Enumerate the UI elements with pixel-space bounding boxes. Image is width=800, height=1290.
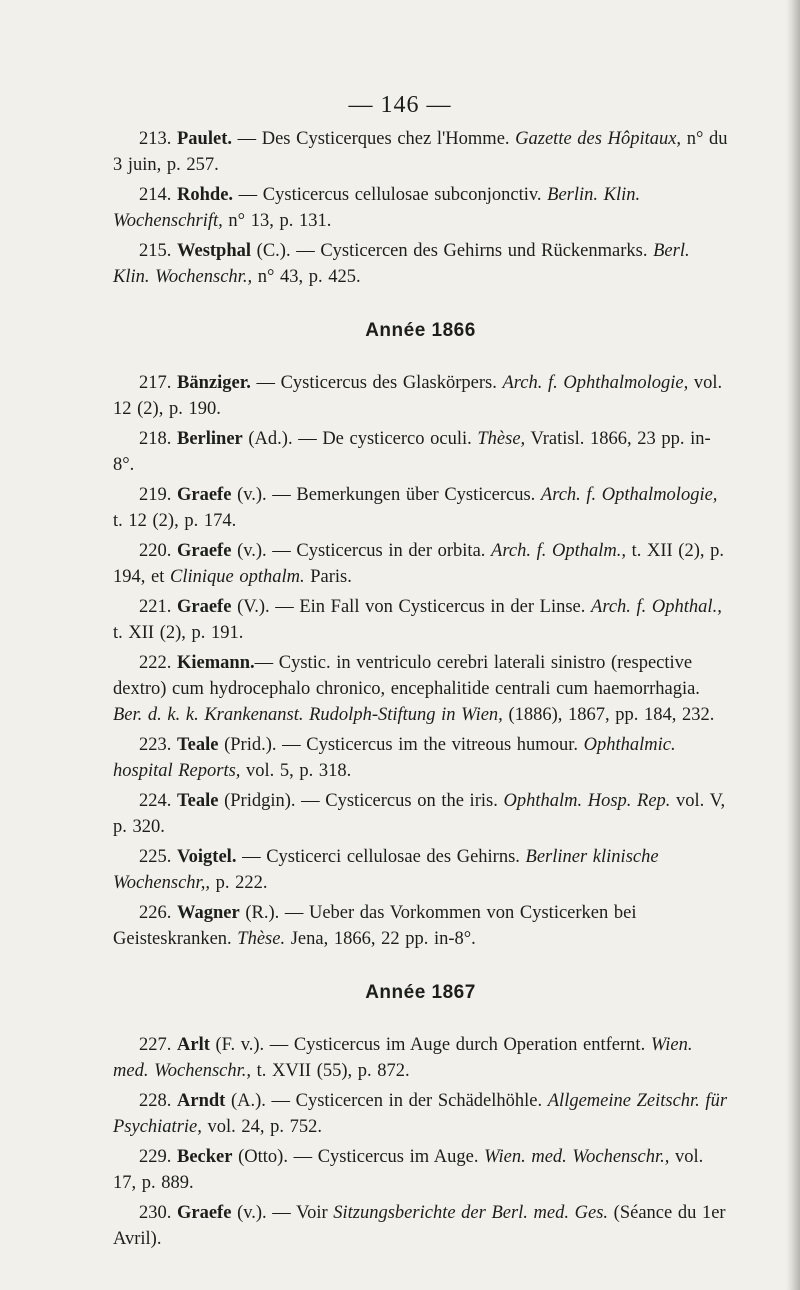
entry-journal: Ber. d. k. k. Krankenanst. Rudolph-Stiftung in Wien, <box>113 705 503 725</box>
entry-title: (C.). — Cysticercen des Gehirns und Rückenmarks. <box>251 241 654 261</box>
entry-number: 213. <box>139 129 172 149</box>
entry-title: (Pridgin). — Cysticercus on the iris. <box>218 791 504 811</box>
entry-title: (Otto). — Cysticercus im Auge. <box>232 1147 485 1167</box>
entry-number: 214. <box>139 185 172 205</box>
bibliography-entry <box>113 650 728 728</box>
entry-title: (A.). — Cysticercen in der Schädelhöhle. <box>225 1091 548 1111</box>
entry-number: 217. <box>139 373 172 393</box>
bibliography-entry <box>113 426 728 478</box>
entry-number: 222. <box>139 653 172 673</box>
bibliography-entry <box>113 538 728 590</box>
entry-number: 227. <box>139 1035 172 1055</box>
bibliography-entry <box>113 482 728 534</box>
entry-number: 230. <box>139 1203 172 1223</box>
entry-journal: Berlin. Klin. Wochenschrift, <box>113 185 641 231</box>
page-number: — 146 — <box>348 92 452 118</box>
entry-details: t. 12 (2), p. 174. <box>113 511 237 531</box>
entry-details: p. 222. <box>209 873 268 893</box>
entry-author: Teale <box>177 791 219 811</box>
section-heading-1866: Année 1866 <box>365 320 476 341</box>
entry-details: vol. V, p. 320. <box>113 791 726 837</box>
bibliography-entry <box>113 126 728 178</box>
entry-number: 226. <box>139 903 172 923</box>
entry-details: n° du 3 juin, p. 257. <box>113 129 728 175</box>
entry-author: Kiemann. <box>177 653 255 673</box>
entry-details: (Séance du 1er Avril). <box>113 1203 726 1249</box>
entry-author: Arndt <box>177 1091 226 1111</box>
entry-title: — Cysticercus cellulosae subconjonctiv. <box>233 185 548 205</box>
entry-journal: Gazette des Hôpitaux, <box>515 129 682 149</box>
bibliography-entry <box>113 1144 728 1196</box>
entry-details: n° 13, p. 131. <box>222 211 332 231</box>
entries-1867 <box>113 1032 728 1252</box>
entry-author: Graefe <box>177 541 232 561</box>
entry-title: (R.). — Ueber das Vorkommen von Cysticerken bei Geisteskranken. <box>113 903 637 949</box>
entry-journal: Berliner klinische Wochenschr,, <box>113 847 659 893</box>
entry-details: Jena, 1866, 22 pp. in-8°. <box>285 929 476 949</box>
entry-title: — Cysticercus des Glaskörpers. <box>250 373 503 393</box>
bibliography-entry <box>113 1200 728 1252</box>
entry-number: 221. <box>139 597 172 617</box>
entry-journal: Arch. f. Ophthal., <box>591 597 722 617</box>
bibliography-entry <box>113 1088 728 1140</box>
entry-journal: Ophthalm. Hosp. Rep. <box>503 791 671 811</box>
entry-author: Rohde. <box>177 185 234 205</box>
section-heading-1867: Année 1867 <box>365 982 476 1003</box>
entry-details: Paris. <box>304 567 352 587</box>
entry-details: Vratisl. 1866, 23 pp. in-8°. <box>113 429 711 475</box>
entry-author: Berliner <box>177 429 243 449</box>
entry-title: (Prid.). — Cysticercus im the vitreous humour. <box>218 735 584 755</box>
entry-journal: Allgemeine Zeitschr. für Psychiatrie, <box>113 1091 728 1137</box>
entry-details: vol. 24, p. 752. <box>201 1117 323 1137</box>
entry-details: vol. 5, p. 318. <box>240 761 352 781</box>
entry-journal: Wien. med. Wochenschr., <box>484 1147 670 1167</box>
entry-author: Graefe <box>177 597 232 617</box>
entry-details: t. XII (2), p. 194, et <box>113 541 724 587</box>
entry-title: (Ad.). — De cysticerco oculi. <box>242 429 478 449</box>
bibliography-entry <box>113 1032 728 1084</box>
entry-journal: Arch. f. Opthalm., <box>491 541 626 561</box>
entry-author: Paulet. <box>177 129 232 149</box>
entry-details: vol. 17, p. 889. <box>113 1147 704 1193</box>
entry-number: 229. <box>139 1147 172 1167</box>
entry-details: (1886), 1867, pp. 184, 232. <box>502 705 715 725</box>
entry-journal: Berl. Klin. Wochenschr., <box>113 241 690 287</box>
entry-author: Voigtel. <box>177 847 237 867</box>
entry-author: Graefe <box>177 1203 232 1223</box>
entry-title: (v.). — Voir <box>231 1203 334 1223</box>
entry-author: Graefe <box>177 485 232 505</box>
bibliography-entry <box>113 182 728 234</box>
entry-title: (v.). — Bemerkungen über Cysticercus. <box>231 485 541 505</box>
bibliography-entry <box>113 594 728 646</box>
bibliography-entry <box>113 900 728 952</box>
entry-number: 218. <box>139 429 172 449</box>
entry-details: t. XII (2), p. 191. <box>113 623 244 643</box>
entry-title: (v.). — Cysticercus in der orbita. <box>231 541 492 561</box>
bibliography-entry <box>113 732 728 784</box>
entries-1865 <box>113 126 728 290</box>
entry-author: Wagner <box>177 903 240 923</box>
entry-number: 224. <box>139 791 172 811</box>
entry-journal: Clinique opthalm. <box>169 567 305 587</box>
entry-author: Becker <box>177 1147 233 1167</box>
entry-title: (F. v.). — Cysticercus im Auge durch Operation entfernt. <box>209 1035 651 1055</box>
bibliography-content <box>113 126 728 1256</box>
entry-author: Teale <box>177 735 219 755</box>
bibliography-entry <box>113 238 728 290</box>
entry-number: 220. <box>139 541 172 561</box>
entry-title: — Cysticerci cellulosae des Gehirns. <box>236 847 526 867</box>
entry-journal: Arch. f. Opthalmologie, <box>540 485 718 505</box>
entry-title: — Des Cysticerques chez l'Homme. <box>231 129 516 149</box>
bibliography-entry <box>113 788 728 840</box>
entry-number: 225. <box>139 847 172 867</box>
entry-journal: Thèse, <box>477 429 526 449</box>
page-edge-shadow <box>786 0 800 1290</box>
entry-title: (V.). — Ein Fall von Cysticercus in der Linse. <box>231 597 592 617</box>
entry-details: n° 43, p. 425. <box>252 267 361 287</box>
entry-number: 228. <box>139 1091 172 1111</box>
entry-details: t. XVII (55), p. 872. <box>251 1061 410 1081</box>
entry-title: — Cystic. in ventriculo cerebri laterali sinistro (respective dextro) cum hydrocephalo chronico, encephalitide centrali cum haemorrhagia. <box>113 653 700 699</box>
entry-details: vol. 12 (2), p. 190. <box>113 373 723 419</box>
entry-number: 215. <box>139 241 172 261</box>
entry-journal: Ophthalmic. hospital Reports, <box>113 735 676 781</box>
entry-journal: Arch. f. Ophthalmologie, <box>502 373 689 393</box>
bibliography-entry <box>113 844 728 896</box>
entry-author: Westphal <box>177 241 252 261</box>
entries-1866 <box>113 370 728 952</box>
entry-author: Bänziger. <box>177 373 251 393</box>
entry-author: Arlt <box>177 1035 210 1055</box>
entry-journal: Thèse. <box>237 929 286 949</box>
entry-number: 219. <box>139 485 172 505</box>
entry-journal: Sitzungsberichte der Berl. med. Ges. <box>333 1203 609 1223</box>
entry-number: 223. <box>139 735 172 755</box>
entry-journal: Wien. med. Wochenschr., <box>113 1035 693 1081</box>
bibliography-entry <box>113 370 728 422</box>
